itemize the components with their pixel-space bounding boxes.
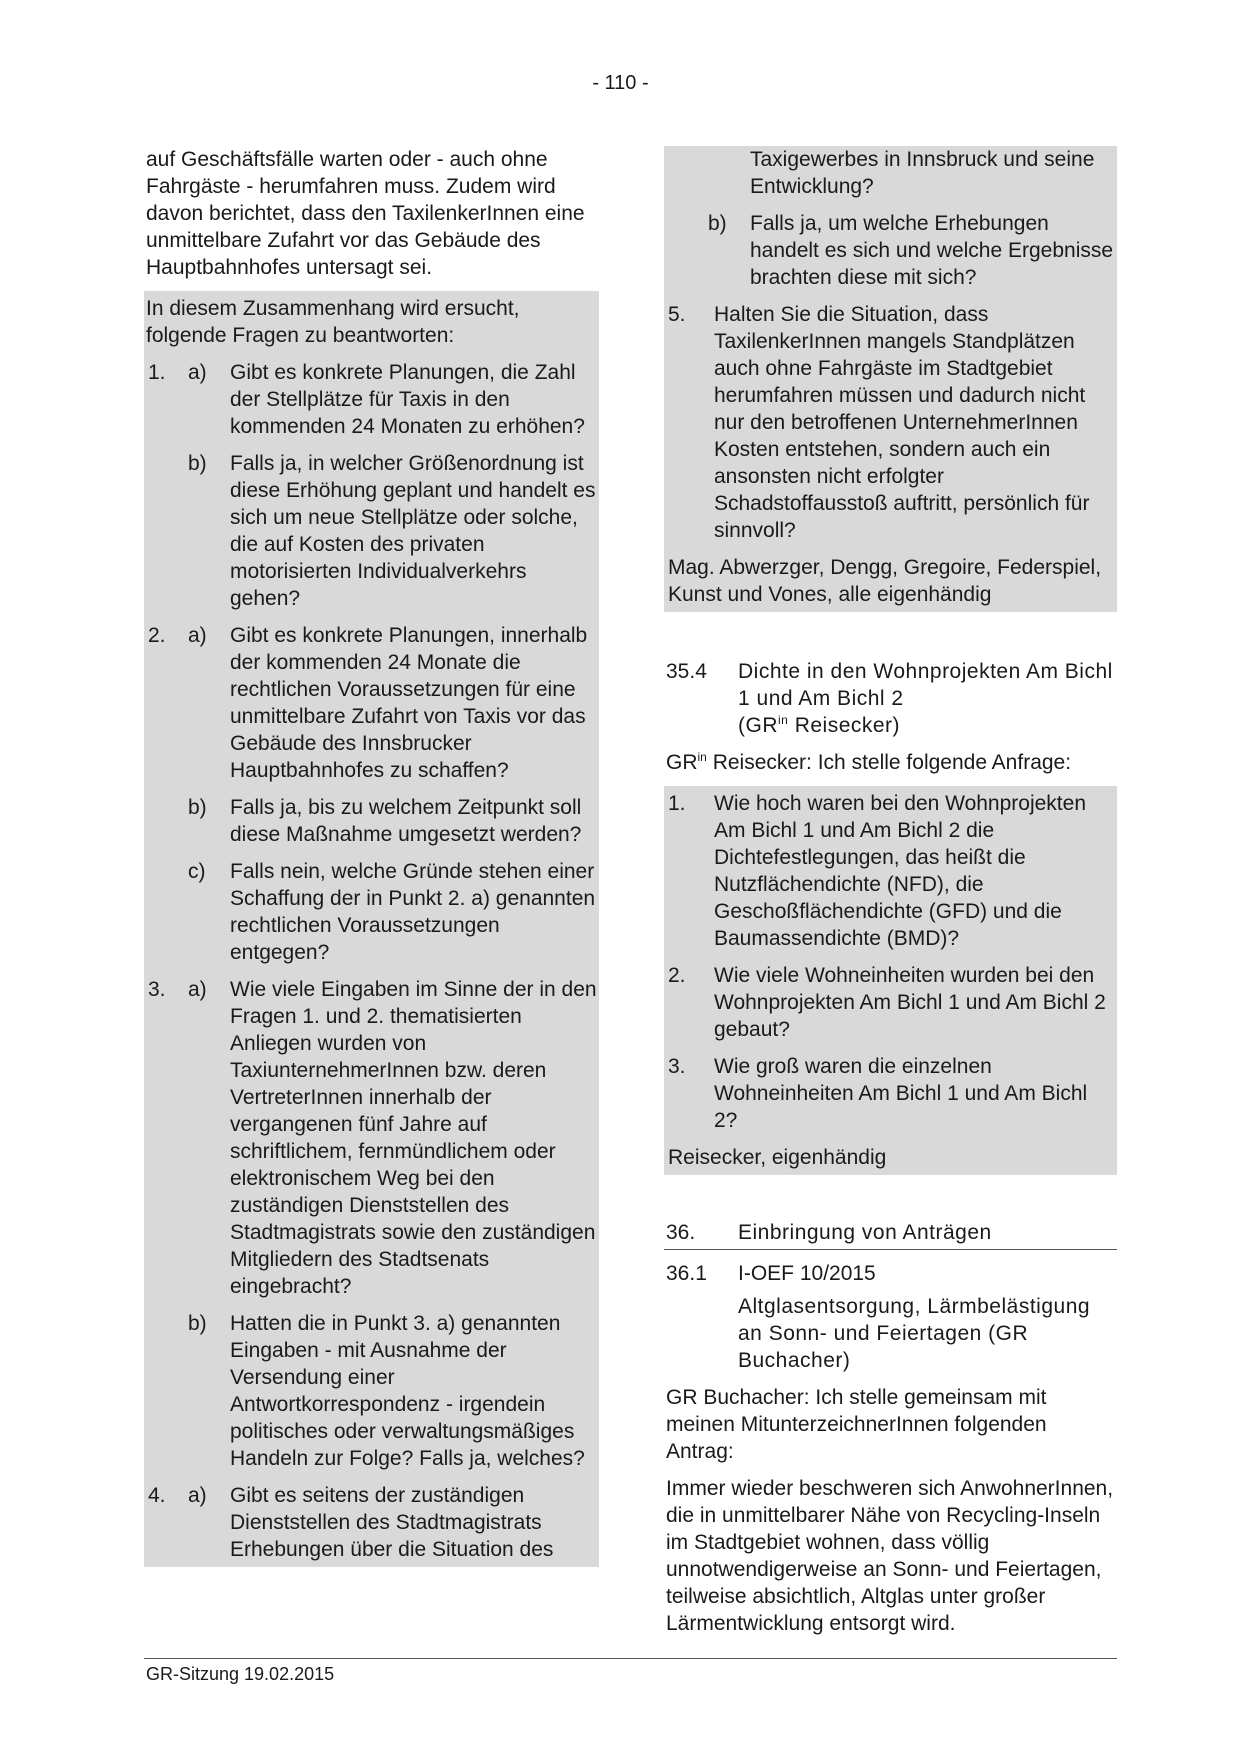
footer-text: GR-Sitzung 19.02.2015 xyxy=(146,1664,335,1684)
question-item: b) Falls ja, in welcher Größenordnung ist diese Erhöhung geplant und handelt es sich um neue Stellplätze oder solche, die auf Kosten des privaten motorisierten Individualverkehrs gehen? xyxy=(188,452,596,610)
intro-paragraph: auf Geschäftsfälle warten oder - auch ohne Fahrgäste - herumfahren muss. Zudem wird davon berichtet, dass den TaxilenkerInnen eine unmittelbare Zufahrt vor das Gebäude des Hauptbahnhofes untersagt sei. xyxy=(146,148,585,279)
section-title: Altglasentsorgung, Lärmbelästigung an Sonn- und Feiertagen (GR Buchacher) xyxy=(738,1295,1091,1372)
question-item: 2. Wie viele Wohneinheiten wurden bei den Wohnprojekten Am Bichl 1 und Am Bichl 2 gebaut? xyxy=(668,964,1106,1041)
question-item: b) Hatten die in Punkt 3. a) genannten Eingaben - mit Ausnahme der Versendung einer Antwortkorrespondenz - irgendein politisches oder verwaltungsmäßiges Handeln zur Folge? Falls ja, welches? xyxy=(188,1312,585,1470)
question-item: 5. Halten Sie die Situation, dass TaxilenkerInnen mangels Standplätzen auch ohne Fahrgäste im Stadtgebiet herumfahren müssen und dadurch nicht nur den betroffenen UnternehmerInnen Kosten entstehen, sondern auch ein ansonsten nicht erfolgter Schadstoffausstoß auftritt, persönlich für sinnvoll? xyxy=(668,303,1090,542)
section-heading-36-1: 36.1 I-OEF 10/2015 Altglasentsorgung, Lärmbelästigung an Sonn- und Feiertagen (GR Buchacher) xyxy=(664,1260,1117,1374)
question-text: Wie groß waren die einzelnen Wohneinheiten Am Bichl 1 und Am Bichl 2? xyxy=(714,1055,1088,1132)
question-text: Wie hoch waren bei den Wohnprojekten Am Bichl 1 und Am Bichl 2 die Dichtefestlegungen, das heißt die Nutzflächendichte (NFD), die Geschoßflächendichte (GFD) und die Baumassendichte (BMD)? xyxy=(714,792,1087,950)
question-text: Falls ja, bis zu welchem Zeitpunkt soll diese Maßnahme umgesetzt werden? xyxy=(230,796,582,846)
request-text: In diesem Zusammenhang wird ersucht, folgende Fragen zu beantworten: xyxy=(146,297,520,347)
question-text: Hatten die in Punkt 3. a) genannten Eingaben - mit Ausnahme der Versendung einer Antwortkorrespondenz - irgendein politisches oder verwaltungsmäßiges Handeln zur Folge? Falls ja, welches? xyxy=(230,1312,585,1470)
question-text: Gibt es konkrete Planungen, die Zahl der Stellplätze für Taxis in den kommenden 24 Monaten zu erhöhen? xyxy=(230,361,585,438)
question-text: Taxigewerbes in Innsbruck und seine Entwicklung? xyxy=(750,148,1095,198)
inquiry-block xyxy=(664,786,1117,1175)
question-item xyxy=(666,146,1115,200)
question-text: Wie viele Wohneinheiten wurden bei den Wohnprojekten Am Bichl 1 und Am Bichl 2 gebaut? xyxy=(714,964,1106,1041)
question-item: b) Falls ja, bis zu welchem Zeitpunkt soll diese Maßnahme umgesetzt werden? xyxy=(188,796,582,846)
question-block-continued xyxy=(664,146,1117,612)
question-item: 1. Wie hoch waren bei den Wohnprojekten Am Bichl 1 und Am Bichl 2 die Dichtefestlegungen, das heißt die Nutzflächendichte (NFD), die Geschoßflächendichte (GFD) und die Baumassendichte (BMD)? xyxy=(668,792,1087,950)
section-heading-35-4: 35.4 Dichte in den Wohnprojekten Am Bichl 1 und Am Bichl 2 ($GR^{in}$ Reisecker) xyxy=(664,658,1117,739)
inquiry-intro: $GR^{in}$ Reisecker: Ich stelle folgende Anfrage: xyxy=(666,750,1072,774)
question-item: 1. a) Gibt es konkrete Planungen, die Zahl der Stellplätze für Taxis in den kommenden 24 Monaten zu erhöhen? xyxy=(148,361,585,438)
question-text: Gibt es seitens der zuständigen Dienststellen des Stadtmagistrats Erhebungen über die Situation des xyxy=(230,1484,554,1561)
question-text: Falls nein, welche Gründe stehen einer Schaffung der in Punkt 2. a) genannten rechtlichen Voraussetzungen entgegen? xyxy=(230,860,596,964)
question-text: Gibt es konkrete Planungen, innerhalb der kommenden 24 Monate die rechtlichen Voraussetzungen für eine unmittelbare Zufahrt von Taxis vor das Gebäude des Innsbrucker Hauptbahnhofes zu schaffen? xyxy=(230,624,588,782)
question-item: c) Falls nein, welche Gründe stehen einer Schaffung der in Punkt 2. a) genannten rechtlichen Voraussetzungen entgegen? xyxy=(188,860,596,964)
section-title: Einbringung von Anträgen xyxy=(738,1221,992,1244)
question-item: b) Falls ja, um welche Erhebungen handelt es sich und welche Ergebnisse brachten diese mit sich? xyxy=(708,212,1114,289)
question-text: Wie viele Eingaben im Sinne der in den Fragen 1. und 2. thematisierten Anliegen wurden von TaxiunternehmerInnen bzw. deren VertreterInnen innerhalb der vergangenen fünf Jahre auf schriftlichem, fernmündlichem oder elektronischem Weg bei den zuständigen Dienststellen des Stadtmagistrats sowie den zuständigen Mitgliedern des Stadtsenats eingebracht? xyxy=(230,978,597,1298)
question-item: 4. a) Gibt es seitens der zuständigen Dienststellen des Stadtmagistrats Erhebungen über die Situation des xyxy=(148,1484,554,1561)
question-block xyxy=(144,291,599,1567)
question-text: Falls ja, um welche Erhebungen handelt es sich und welche Ergebnisse brachten diese mit sich? xyxy=(750,212,1114,289)
motion-body: Immer wieder beschweren sich AnwohnerInnen, die in unmittelbarer Nähe von Recycling-Inseln im Stadtgebiet wohnen, dass völlig unnotwendigerweise an Sonn- und Feiertagen, teilweise absichtlich, Altglas unter großer Lärmentwicklung entsorgt wird. xyxy=(666,1477,1114,1635)
question-text: Falls ja, in welcher Größenordnung ist diese Erhöhung geplant und handelt es sich um neue Stellplätze oder solche, die auf Kosten des privaten motorisierten Individualverkehrs gehen? xyxy=(230,452,596,610)
question-item: 2. a) Gibt es konkrete Planungen, innerhalb der kommenden 24 Monate die rechtlichen Voraussetzungen für eine unmittelbare Zufahrt von Taxis vor das Gebäude des Innsbrucker Hauptbahnhofes zu schaffen? xyxy=(148,624,588,782)
right-column xyxy=(664,146,1117,1647)
section-heading-36: 36. Einbringung von Anträgen xyxy=(664,1219,1117,1250)
footer-divider xyxy=(144,1658,1117,1659)
left-column xyxy=(144,146,599,1567)
signature: Mag. Abwerzger, Dengg, Gregoire, Federspiel, Kunst und Vones, alle eigenhändig xyxy=(668,556,1102,606)
question-text: Halten Sie die Situation, dass TaxilenkerInnen mangels Standplätzen auch ohne Fahrgäste im Stadtgebiet herumfahren müssen und dadurch nicht nur den betroffenen UnternehmerInnen Kosten entstehen, sondern auch ein ansonsten nicht erfolgter Schadstoffausstoß auftritt, persönlich für sinnvoll? xyxy=(714,303,1090,542)
section-title: Dichte in den Wohnprojekten Am Bichl 1 und Am Bichl 2 xyxy=(738,660,1113,710)
motion-reference: I-OEF 10/2015 xyxy=(738,1262,876,1285)
section-author: ($GR^{in}$ Reisecker) xyxy=(738,713,901,737)
page-number: - 110 - xyxy=(592,72,649,94)
signature: Reisecker, eigenhändig xyxy=(668,1146,887,1169)
question-item: 3. Wie groß waren die einzelnen Wohneinheiten Am Bichl 1 und Am Bichl 2? xyxy=(668,1055,1088,1132)
question-item: 3. a) Wie viele Eingaben im Sinne der in den Fragen 1. und 2. thematisierten Anliegen wurden von TaxiunternehmerInnen bzw. deren VertreterInnen innerhalb der vergangenen fünf Jahre auf schriftlichem, fernmündlichem oder elektronischem Weg bei den zuständigen Dienststellen des Stadtmagistrats sowie den zuständigen Mitgliedern des Stadtsenats eingebracht? xyxy=(148,978,597,1298)
motion-intro: GR Buchacher: Ich stelle gemeinsam mit meinen MitunterzeichnerInnen folgenden Antrag: xyxy=(666,1386,1047,1463)
